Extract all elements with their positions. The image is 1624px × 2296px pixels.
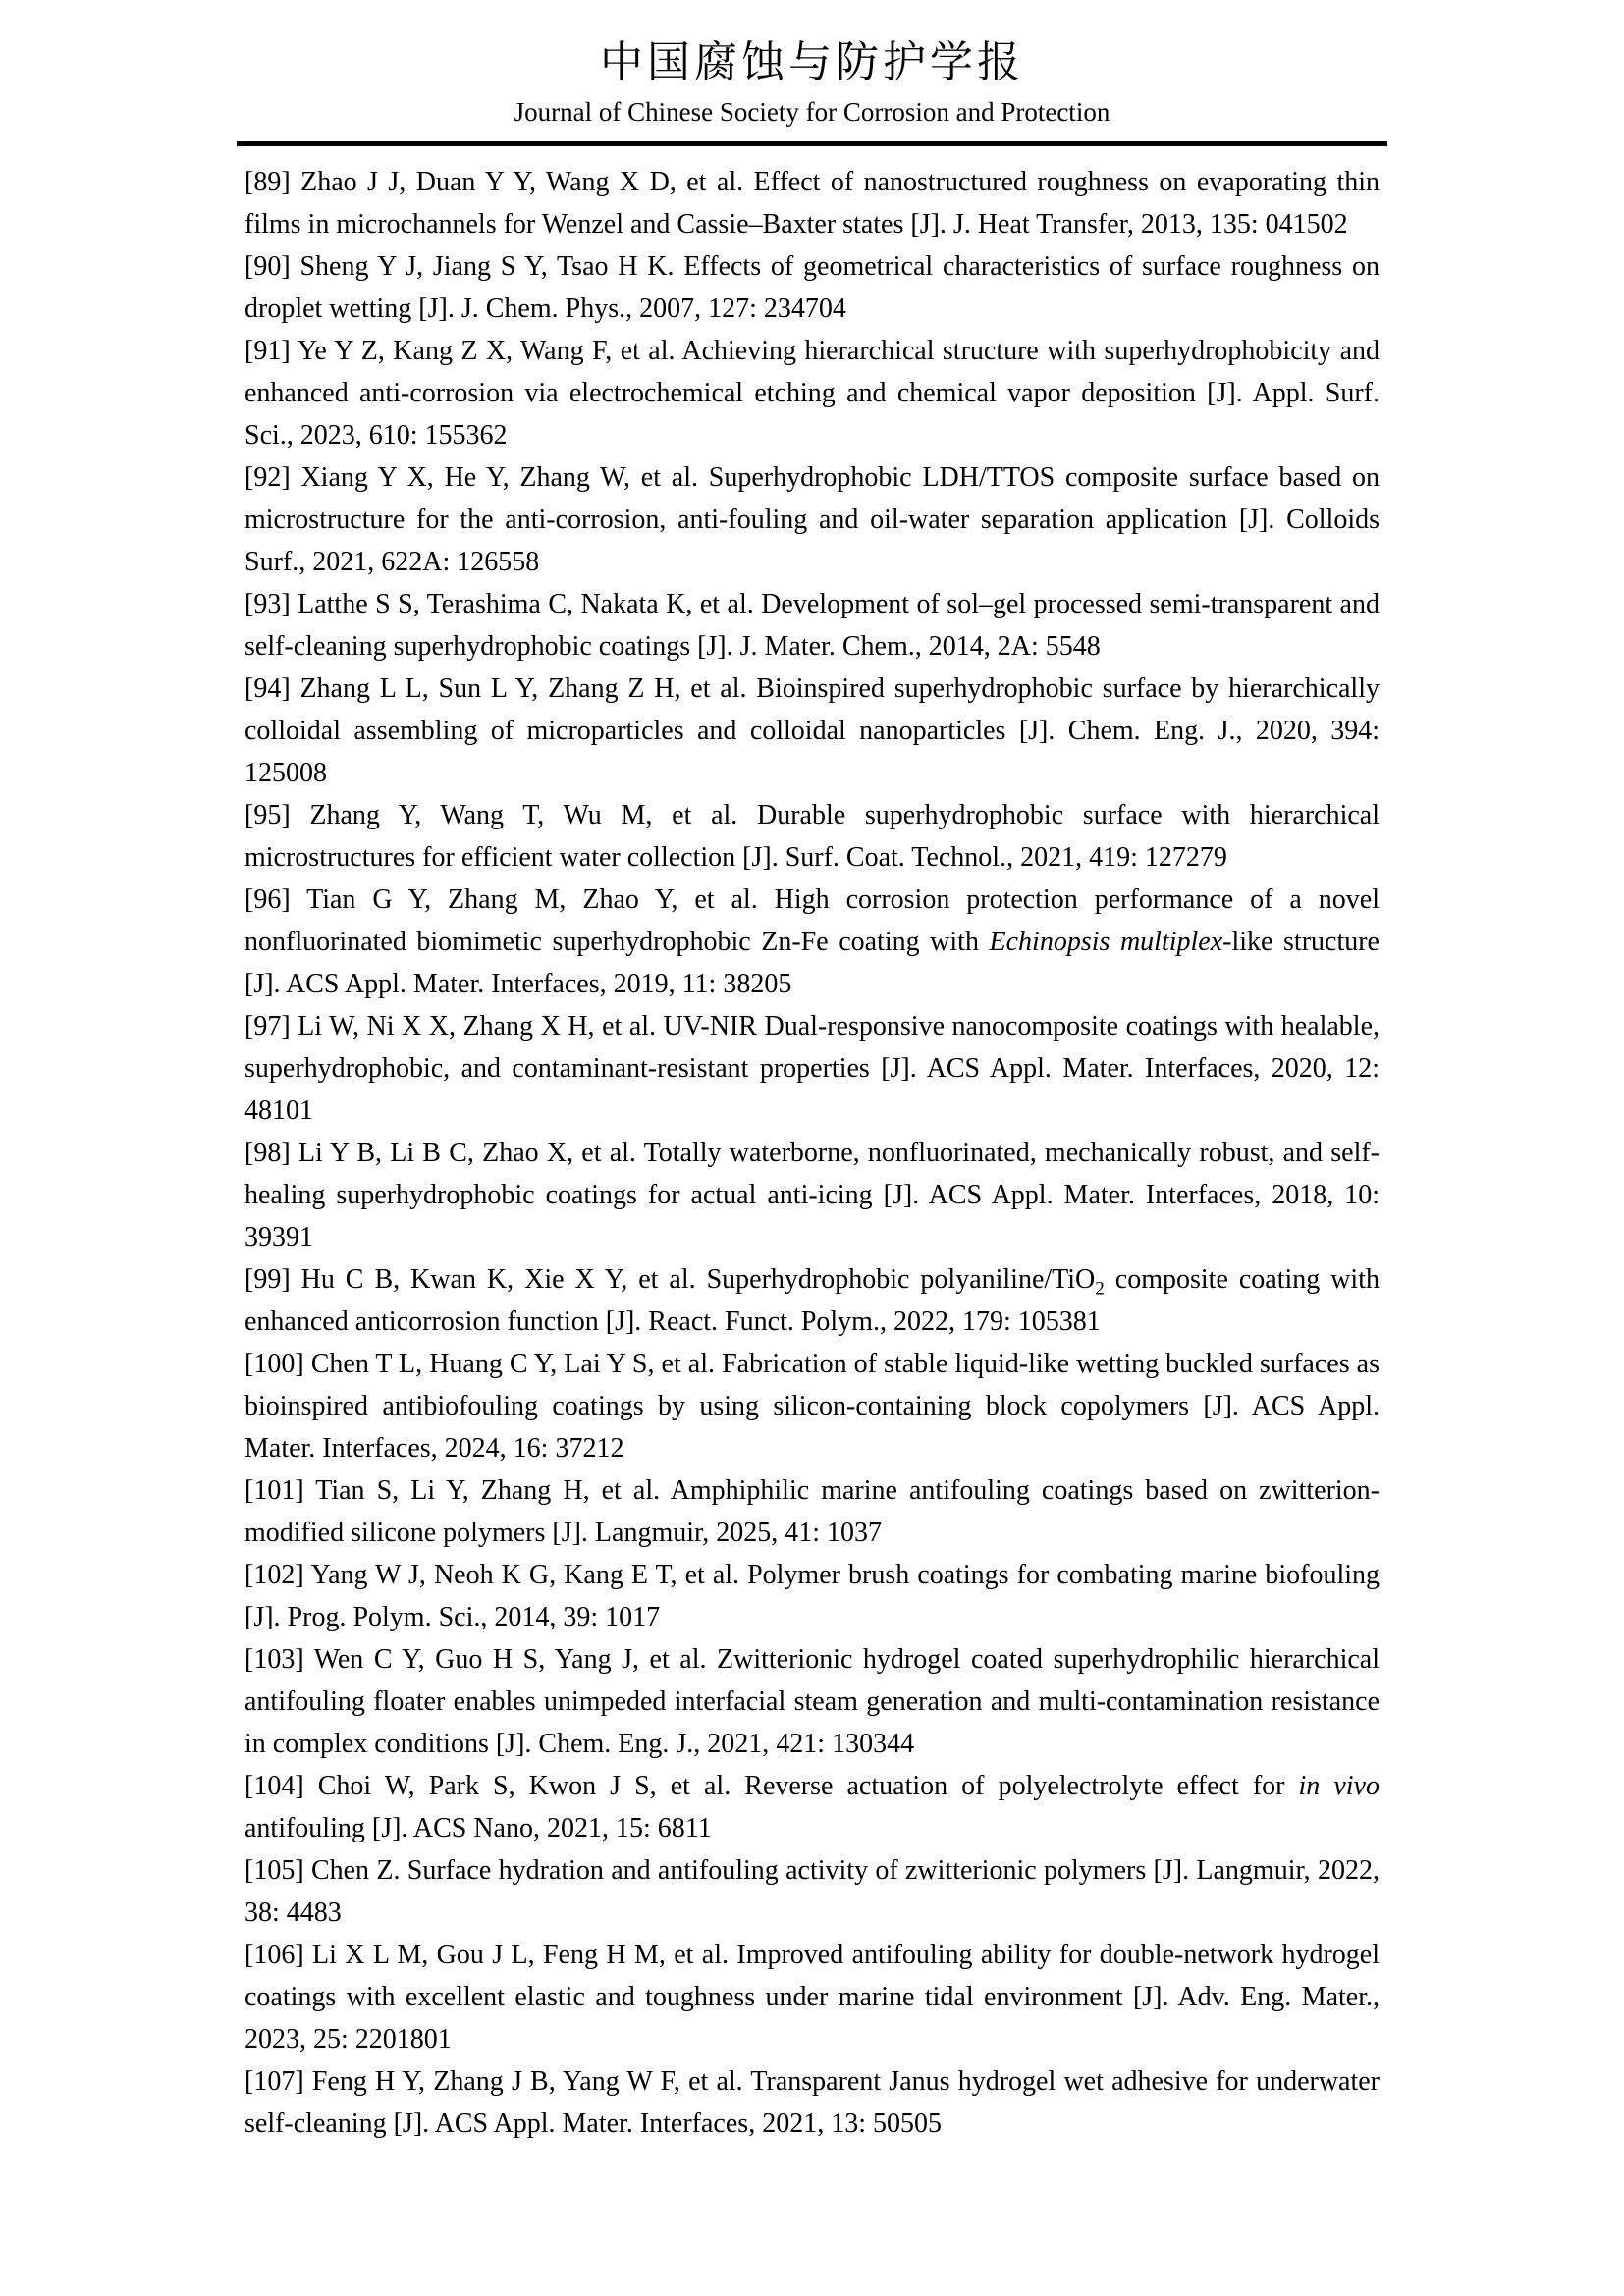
reference-number: [100] (244, 1349, 311, 1379)
reference-number: [104] (244, 1771, 318, 1801)
page-header (0, 33, 1624, 146)
header-divider-rule (237, 141, 1387, 146)
reference-text-segment: Hu C B, Kwan K, Xie X Y, et al. Superhydrophobic polyaniline/TiO (300, 1264, 1096, 1295)
reference-number: [105] (244, 1855, 311, 1886)
reference-text-segment: Chen Z. Surface hydration and antifouling activity of zwitterionic polymers [J]. Langmuir, 2022, 38: 4483 (244, 1855, 1380, 1928)
reference-number: [99] (244, 1264, 301, 1295)
reference-number: [107] (244, 2066, 312, 2097)
reference-number: [90] (244, 251, 300, 282)
reference-item (244, 794, 1380, 879)
reference-text-segment: antifouling [J]. ACS Nano, 2021, 15: 6811 (244, 1813, 712, 1843)
reference-item (244, 2060, 1380, 2145)
reference-item (244, 1258, 1380, 1343)
reference-item (244, 1638, 1380, 1765)
reference-item (244, 1765, 1380, 1849)
reference-text-segment: Tian S, Li Y, Zhang H, et al. Amphiphilic marine antifouling coatings based on zwitterion-modified silicone polymers [J]. Langmuir, 2025, 41: 1037 (244, 1475, 1380, 1548)
reference-item (244, 245, 1380, 330)
reference-number: [98] (244, 1138, 298, 1168)
reference-item (244, 1554, 1380, 1638)
reference-number: [93] (244, 589, 298, 619)
reference-text-segment: Zhang L L, Sun L Y, Zhang Z H, et al. Bioinspired superhydrophobic surface by hierarchically colloidal assembling of microparticles and colloidal nanoparticles [J]. Chem. Eng. J., 2020, 394: 125008 (244, 673, 1380, 788)
reference-text-segment: Chen T L, Huang C Y, Lai Y S, et al. Fabrication of stable liquid-like wetting buckled surfaces as bioinspired antibiofouling coatings by using silicon-containing block copolymers [J]. ACS Appl. Mater. Interfaces, 2024, 16: 37212 (244, 1349, 1380, 1464)
reference-number: [102] (244, 1560, 311, 1590)
reference-number: [89] (244, 167, 301, 197)
reference-text-segment: Tian G Y, Zhang M, Zhao Y, et al. High corrosion protection performance of a novel nonfluorinated biomimetic superhydrophobic Zn-Fe coating with (244, 884, 1380, 957)
reference-number: [91] (244, 336, 298, 366)
reference-text-segment: Sheng Y J, Jiang S Y, Tsao H K. Effects of geometrical characteristics of surface roughness on droplet wetting [J]. J. Chem. Phys., 2007, 127: 234704 (244, 251, 1380, 324)
reference-number: [95] (244, 800, 310, 830)
reference-item (244, 330, 1380, 456)
reference-item (244, 1343, 1380, 1469)
reference-text-segment: Yang W J, Neoh K G, Kang E T, et al. Polymer brush coatings for combating marine biofouling [J]. Prog. Polym. Sci., 2014, 39: 1017 (244, 1560, 1380, 1632)
reference-text-segment: Li X L M, Gou J L, Feng H M, et al. Improved antifouling ability for double-network hydrogel coatings with excellent elastic and toughness under marine tidal environment [J]. Adv. Eng. Mater., 2023, 25: 2201801 (244, 1940, 1380, 2055)
reference-number: [94] (244, 673, 300, 704)
journal-title-english: Journal of Chinese Society for Corrosion and Protection (514, 97, 1110, 127)
reference-item (244, 1849, 1380, 1934)
reference-item (244, 583, 1380, 667)
reference-item (244, 161, 1380, 245)
reference-text-segment: -like structure [J]. ACS Appl. Mater. Interfaces, 2019, 11: 38205 (244, 927, 1380, 999)
reference-text-segment: Choi W, Park S, Kwon J S, et al. Reverse actuation of polyelectrolyte effect for (317, 1771, 1299, 1801)
reference-number: [97] (244, 1011, 298, 1041)
reference-number: [96] (244, 884, 307, 915)
reference-text-segment: Echinopsis multiplex (989, 927, 1223, 957)
reference-number: [103] (244, 1644, 314, 1675)
reference-item (244, 1934, 1380, 2060)
reference-item (244, 879, 1380, 1005)
reference-text-segment: 2 (1095, 1278, 1105, 1300)
reference-item (244, 1132, 1380, 1258)
reference-text-segment: Xiang Y X, He Y, Zhang W, et al. Superhydrophobic LDH/TTOS composite surface based on microstructure for the anti-corrosion, anti-fouling and oil-water separation application [J]. Colloids Surf., 2021, 622A: 126558 (244, 462, 1380, 577)
reference-text-segment: Wen C Y, Guo H S, Yang J, et al. Zwitterionic hydrogel coated superhydrophilic hierarchical antifouling floater enables unimpeded interfacial steam generation and multi-contamination resistance in complex conditions [J]. Chem. Eng. J., 2021, 421: 130344 (244, 1644, 1380, 1759)
reference-text-segment: Latthe S S, Terashima C, Nakata K, et al. Development of sol–gel processed semi-transparent and self-cleaning superhydrophobic coatings [J]. J. Mater. Chem., 2014, 2A: 5548 (244, 589, 1380, 662)
reference-text-segment: Li Y B, Li B C, Zhao X, et al. Totally waterborne, nonfluorinated, mechanically robust, and self-healing superhydrophobic coatings for actual anti-icing [J]. ACS Appl. Mater. Interfaces, 2018, 10: 39391 (244, 1138, 1380, 1253)
reference-text-segment: Li W, Ni X X, Zhang X H, et al. UV-NIR Dual-responsive nanocomposite coatings with healable, superhydrophobic, and contaminant-resistant properties [J]. ACS Appl. Mater. Interfaces, 2020, 12: 48101 (244, 1011, 1380, 1126)
reference-list (244, 161, 1380, 2145)
reference-text-segment: composite coating with enhanced anticorrosion function [J]. React. Funct. Polym., 2022, 179: 105381 (244, 1264, 1380, 1337)
reference-text-segment: Ye Y Z, Kang Z X, Wang F, et al. Achieving hierarchical structure with superhydrophobicity and enhanced anti-corrosion via electrochemical etching and chemical vapor deposition [J]. Appl. Surf. Sci., 2023, 610: 155362 (244, 336, 1380, 451)
reference-item (244, 456, 1380, 583)
reference-number: [101] (244, 1475, 316, 1506)
reference-text-segment: Zhang Y, Wang T, Wu M, et al. Durable superhydrophobic surface with hierarchical microstructures for efficient water collection [J]. Surf. Coat. Technol., 2021, 419: 127279 (244, 800, 1380, 873)
reference-item (244, 667, 1380, 794)
reference-text-segment: Zhao J J, Duan Y Y, Wang X D, et al. Effect of nanostructured roughness on evaporating thin films in microchannels for Wenzel and Cassie–Baxter states [J]. J. Heat Transfer, 2013, 135: 041502 (244, 167, 1380, 240)
journal-title-chinese: 中国腐蚀与防护学报 (600, 38, 1024, 86)
reference-item (244, 1469, 1380, 1554)
reference-number: [106] (244, 1940, 313, 1970)
reference-text-segment: Feng H Y, Zhang J B, Yang W F, et al. Transparent Janus hydrogel wet adhesive for underwater self-cleaning [J]. ACS Appl. Mater. Interfaces, 2021, 13: 50505 (244, 2066, 1380, 2139)
reference-text-segment: in vivo (1298, 1771, 1380, 1801)
reference-item (244, 1005, 1380, 1132)
reference-number: [92] (244, 462, 301, 493)
